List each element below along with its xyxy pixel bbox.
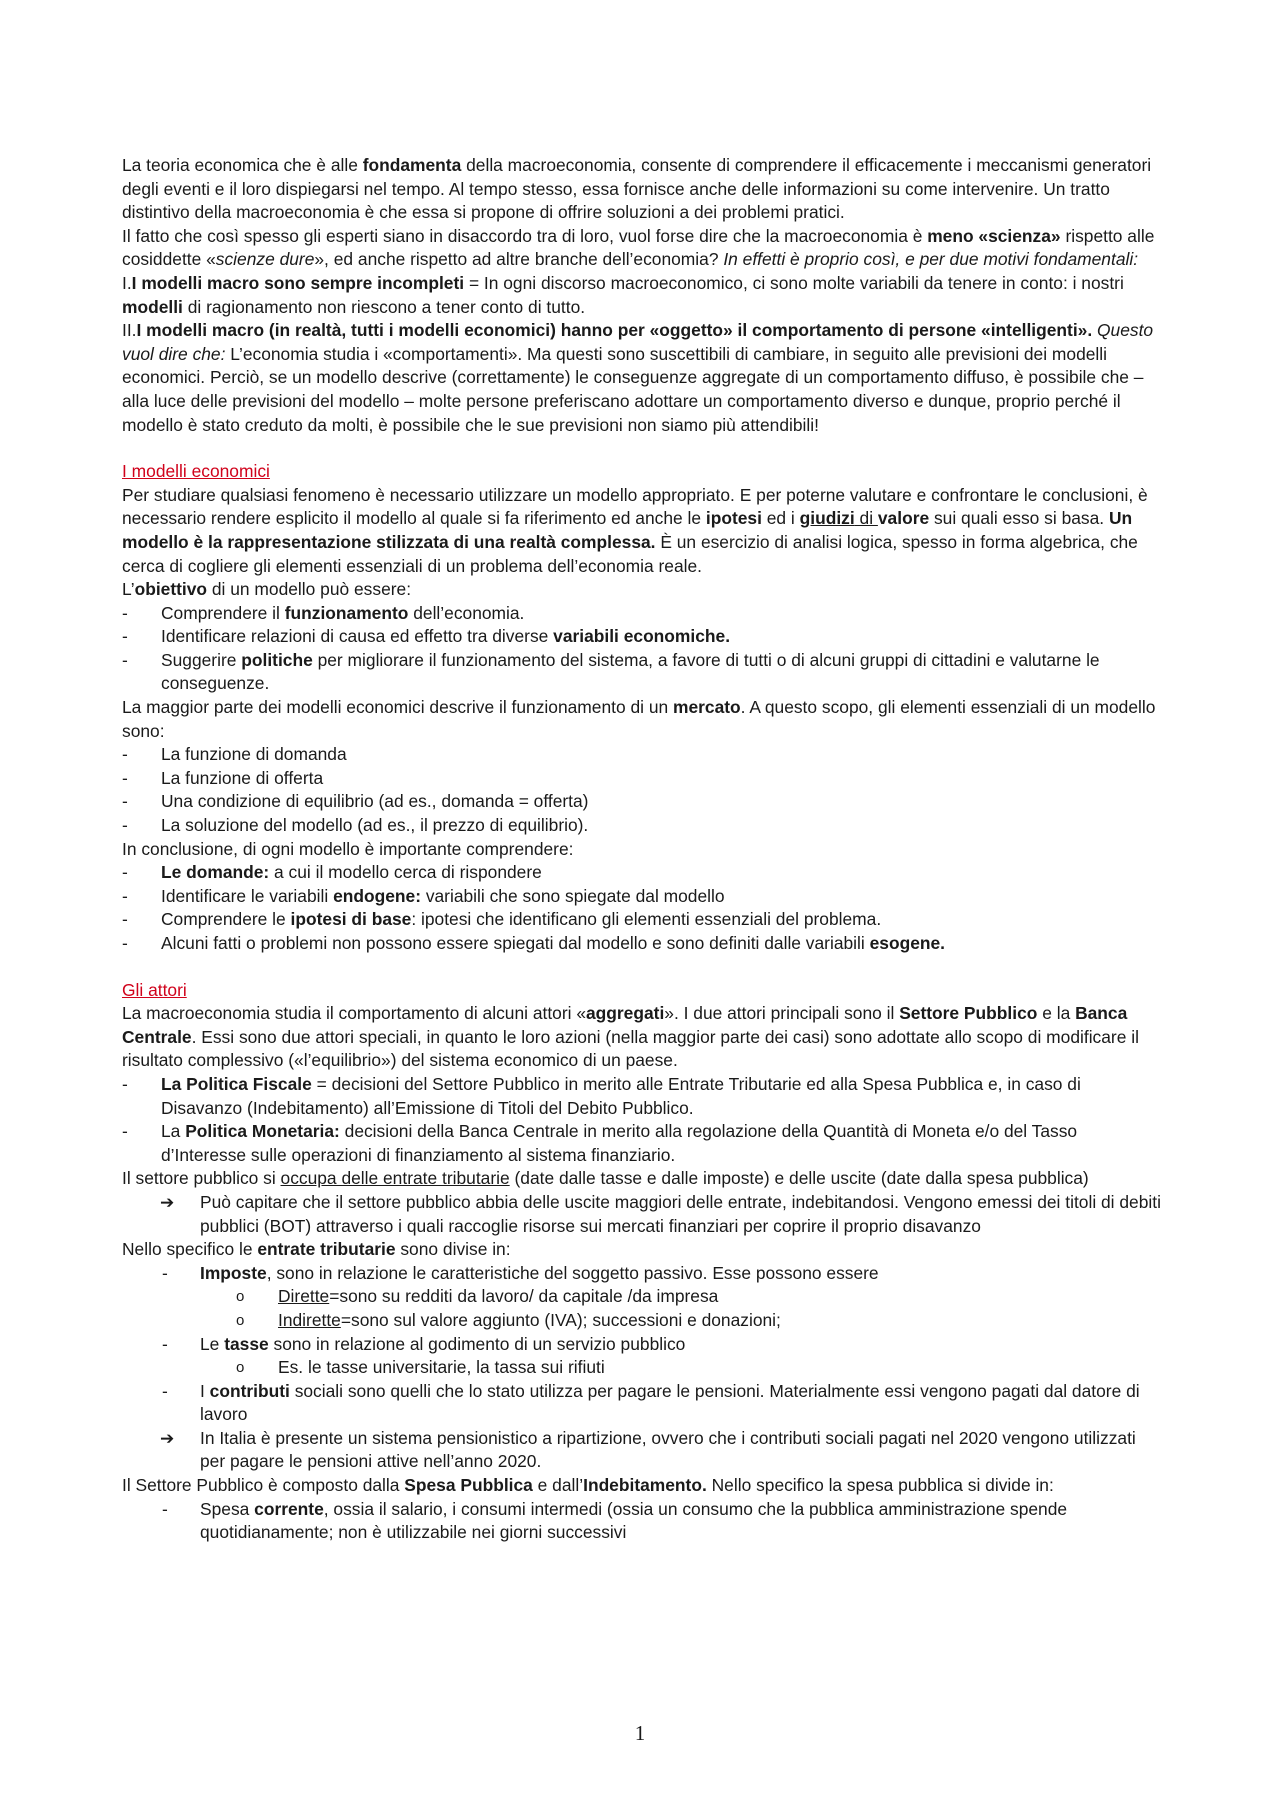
text-run: dell’economia. bbox=[408, 602, 525, 623]
sub-list-item bbox=[122, 1309, 1162, 1333]
dash-list-item bbox=[122, 767, 1162, 791]
text-run: politiche bbox=[241, 649, 313, 670]
list-marker: - bbox=[122, 862, 128, 883]
list-marker: o bbox=[236, 1288, 245, 1306]
dash-list-item bbox=[122, 885, 1162, 909]
roman-list-item bbox=[122, 319, 1162, 437]
text-run: Identificare le variabili bbox=[161, 885, 334, 906]
text-run: . Essi sono due attori speciali, in quanto le loro azioni (nella maggior parte dei casi) sono adottate allo scopo di modificare il risultato complessivo («l’equilibrio») del sistema economico di un paese. bbox=[122, 1026, 1139, 1071]
text-run: Indebitamento. bbox=[583, 1475, 707, 1496]
text-run: (date dalle tasse e dalle imposte) e delle uscite (date dalla spesa pubblica) bbox=[509, 1168, 1089, 1189]
text-run: ipotesi di base bbox=[290, 909, 412, 930]
text-run: Comprendere il bbox=[161, 602, 285, 623]
dash-list-item bbox=[122, 1073, 1162, 1120]
text-run: In Italia è presente un sistema pensionistico a ripartizione, ovvero che i contributi sociali pagati nel 2020 vengono utilizzati per pagare le pensioni attive nell’anno 2020. bbox=[200, 1427, 1136, 1472]
text-run: Le bbox=[200, 1333, 225, 1354]
paragraph bbox=[122, 1238, 1162, 1262]
text-run: =sono sul valore aggiunto (IVA); successioni e donazioni; bbox=[340, 1309, 781, 1330]
paragraph bbox=[122, 154, 1162, 225]
indented-list-item bbox=[122, 1333, 1162, 1357]
dash-list-item bbox=[122, 625, 1162, 649]
text-run: sono divise in: bbox=[395, 1239, 511, 1260]
text-run: Il fatto che così spesso gli esperti siano in disaccordo tra di loro, vuol forse dire che la macroeconomia è bbox=[122, 225, 928, 246]
text-run: corrente bbox=[254, 1498, 324, 1519]
list-marker: II. bbox=[122, 320, 137, 341]
text-run: I modelli macro (in realtà, tutti i modelli economici) hanno per «oggetto» il comportamento di persone «intelligenti». bbox=[136, 320, 1093, 341]
text-run: sono in relazione al godimento di un servizio pubblico bbox=[268, 1333, 686, 1354]
text-run: Settore Pubblico bbox=[899, 1003, 1038, 1024]
sub-list-item bbox=[122, 1356, 1162, 1380]
list-marker: - bbox=[162, 1380, 168, 1401]
text-run: Nello specifico la spesa pubblica si divide in: bbox=[706, 1475, 1054, 1496]
arrow-icon: ➔ bbox=[160, 1428, 175, 1448]
text-run: entrate tributarie bbox=[257, 1239, 396, 1260]
text-run: Indirette bbox=[278, 1309, 341, 1330]
paragraph bbox=[122, 696, 1162, 743]
text-run: Il settore pubblico si bbox=[122, 1168, 281, 1189]
list-marker: - bbox=[162, 1498, 168, 1519]
section-spacer bbox=[122, 956, 1162, 979]
text-run: obiettivo bbox=[134, 579, 208, 600]
text-run: Suggerire bbox=[161, 649, 242, 670]
text-run: per migliorare il funzionamento del sistema, a favore di tutti o di alcuni gruppi di cittadini e valutarne le conseguenze. bbox=[161, 649, 1100, 694]
paragraph bbox=[122, 1474, 1162, 1498]
list-marker: - bbox=[122, 885, 128, 906]
text-run: Spesa Pubblica bbox=[404, 1475, 533, 1496]
text-run: È un esercizio di analisi logica, spesso in forma algebrica, che cerca di cogliere gli elementi essenziali di un problema dell’economia reale. bbox=[122, 531, 1138, 576]
dash-list-item bbox=[122, 814, 1162, 838]
list-marker: - bbox=[122, 626, 128, 647]
text-run: variabili che sono spiegate dal modello bbox=[420, 885, 725, 906]
text-run: Una condizione di equilibrio (ad es., domanda = offerta) bbox=[161, 791, 589, 812]
text-run: La macroeconomia studia il comportamento di alcuni attori « bbox=[122, 1003, 586, 1024]
dash-list-item bbox=[122, 861, 1162, 885]
text-run: tasse bbox=[224, 1333, 269, 1354]
paragraph bbox=[122, 1002, 1162, 1073]
text-run: Banca Centrale bbox=[122, 1003, 1128, 1047]
text-run: La funzione di offerta bbox=[161, 767, 324, 788]
paragraph bbox=[122, 225, 1162, 272]
indented-list-item bbox=[122, 1380, 1162, 1427]
text-run: giudizi bbox=[799, 508, 855, 529]
list-marker: - bbox=[122, 602, 128, 623]
text-run: Identificare relazioni di causa ed effetto tra diverse bbox=[161, 626, 554, 647]
text-run: , ossia il salario, i consumi intermedi (ossia un consumo che la pubblica amministrazione spende quotidianamente; non è utilizzabile nei giorni successivi bbox=[200, 1498, 1068, 1543]
text-run: ed i bbox=[761, 508, 800, 529]
text-run: sociali sono quelli che lo stato utilizza per pagare le pensioni. Materialmente essi vengono pagati dal datore di lavoro bbox=[200, 1380, 1140, 1425]
text-run: I modelli macro sono sempre incompleti bbox=[131, 272, 465, 293]
text-run: Le domande: bbox=[161, 862, 270, 883]
paragraph bbox=[122, 578, 1162, 602]
paragraph bbox=[122, 484, 1162, 578]
list-marker: - bbox=[122, 744, 128, 765]
section-heading: I modelli economici bbox=[122, 461, 270, 482]
list-marker: o bbox=[236, 1311, 245, 1329]
text-run: Per studiare qualsiasi fenomeno è necessario utilizzare un modello appropriato. E per poterne valutare e confrontare le conclusioni, è necessario rendere esplicito il modello al quale si fa riferimento ed anche le bbox=[122, 484, 1148, 529]
paragraph bbox=[122, 1167, 1162, 1191]
text-run: Es. le tasse universitarie, la tassa sui rifiuti bbox=[278, 1357, 605, 1378]
text-run: ». I due attori principali sono il bbox=[664, 1003, 900, 1024]
text-run: sui quali esso si basa. bbox=[929, 508, 1109, 529]
page-number: 1 bbox=[634, 1721, 646, 1745]
text-run: Può capitare che il settore pubblico abbia delle uscite maggiori delle entrate, indebitandosi. Vengono emessi dei titoli di debiti pubblici (BOT) attraverso i quali raccoglie risorse sui mercati finanziari per coprire il proprio disavanzo bbox=[200, 1191, 1161, 1236]
text-run: Questo vuol dire che: bbox=[122, 320, 1154, 364]
text-run: Comprendere le bbox=[161, 909, 291, 930]
text-run: », ed anche rispetto ad altre branche dell’economia? bbox=[314, 249, 724, 270]
text-run: , sono in relazione le caratteristiche del soggetto passivo. Esse possono essere bbox=[266, 1262, 879, 1283]
text-run: occupa delle entrate tributarie bbox=[280, 1168, 510, 1189]
text-run: di ragionamento non riescono a tener conto di tutto. bbox=[182, 296, 586, 317]
text-run: Un modello è la rappresentazione stilizzata di una realtà complessa. bbox=[122, 508, 1133, 552]
dash-list-item bbox=[122, 602, 1162, 626]
text-run: aggregati bbox=[586, 1003, 665, 1024]
arrow-note bbox=[122, 1427, 1162, 1474]
text-run: La teoria economica che è alle bbox=[122, 155, 363, 175]
indented-list-item bbox=[122, 1498, 1162, 1545]
list-marker: - bbox=[122, 767, 128, 788]
text-run: valore bbox=[877, 508, 930, 529]
dash-list-item bbox=[122, 908, 1162, 932]
text-run: variabili economiche. bbox=[553, 626, 731, 647]
text-run: =sono su redditi da lavoro/ da capitale /da impresa bbox=[329, 1286, 719, 1307]
text-run: fondamenta bbox=[362, 155, 462, 175]
text-run: Imposte bbox=[200, 1262, 267, 1283]
text-run: di bbox=[854, 508, 878, 529]
section-heading: Gli attori bbox=[122, 979, 187, 1000]
list-marker: o bbox=[236, 1359, 245, 1377]
text-run: mercato bbox=[673, 697, 741, 718]
text-run: = decisioni del Settore Pubblico in merito alle Entrate Tributarie ed alla Spesa Pubblica e, in caso di Disavanzo (Indebitamento) all’Emissione di Titoli del Debito Pubblico. bbox=[161, 1073, 1081, 1118]
text-run: e la bbox=[1037, 1003, 1076, 1024]
text-run: e dall’ bbox=[532, 1475, 584, 1496]
section-spacer bbox=[122, 437, 1162, 460]
text-run: esogene. bbox=[869, 933, 945, 953]
list-marker: - bbox=[162, 1262, 168, 1283]
roman-list-item bbox=[122, 272, 1162, 319]
list-marker: - bbox=[162, 1333, 168, 1354]
text-run: di un modello può essere: bbox=[207, 579, 412, 600]
text-run: Il Settore Pubblico è composto dalla bbox=[122, 1475, 405, 1496]
text-run: = In ogni discorso macroeconomico, ci sono molte variabili da tenere in conto: i nostri bbox=[464, 272, 1124, 293]
text-run: La maggior parte dei modelli economici descrive il funzionamento di un bbox=[122, 697, 673, 718]
text-run: Nello specifico le bbox=[122, 1239, 258, 1260]
text-run: rispetto alle cosiddette « bbox=[122, 225, 1155, 270]
dash-list-item bbox=[122, 790, 1162, 814]
text-run: : ipotesi che identificano gli elementi essenziali del problema. bbox=[411, 909, 882, 930]
arrow-note bbox=[122, 1191, 1162, 1238]
text-run: Spesa bbox=[200, 1498, 255, 1519]
text-run: endogene: bbox=[333, 885, 421, 906]
dash-list-item bbox=[122, 932, 1162, 956]
list-marker: I. bbox=[122, 272, 132, 293]
text-run: Politica Monetaria: bbox=[185, 1121, 340, 1142]
list-marker: - bbox=[122, 909, 128, 930]
list-marker: - bbox=[122, 791, 128, 812]
list-marker: - bbox=[122, 649, 128, 670]
indented-list-item bbox=[122, 1262, 1162, 1286]
text-run: La bbox=[161, 1121, 186, 1142]
text-run: In effetti è proprio così, e per due motivi fondamentali: bbox=[723, 249, 1139, 270]
text-run: della macroeconomia, consente di comprendere il efficacemente i meccanismi generatori degli eventi e il loro dispiegarsi nel tempo. Al tempo stesso, essa fornisce anche delle informazioni su come intervenire. Un tratto distintivo della macroeconomia è che essa si propone di offrire soluzioni a dei problemi pratici. bbox=[122, 155, 1152, 223]
dash-list-item bbox=[122, 1120, 1162, 1167]
text-run: Alcuni fatti o problemi non possono essere spiegati dal modello e sono definiti dalle variabili bbox=[161, 933, 870, 953]
text-run: La Politica Fiscale bbox=[161, 1073, 312, 1094]
list-marker: - bbox=[122, 1073, 128, 1094]
text-run: meno «scienza» bbox=[927, 225, 1061, 246]
text-run: L’economia studia i «comportamenti». Ma questi sono suscettibili di cambiare, in seguito alle previsioni dei modelli economici. Perciò, se un modello descrive (correttamente) le conseguenze aggregate di un comportamento diffuso, è possibile che – alla luce delle previsioni del modello – molte persone preferiscano adottare un comportamento diverso e dunque, proprio perché il modello è stato creduto da molti, è possibile che le sue previsioni non siamo più attendibili! bbox=[122, 343, 1144, 435]
text-run: L’ bbox=[122, 579, 135, 600]
dash-list-item bbox=[122, 743, 1162, 767]
text-run: funzionamento bbox=[284, 602, 409, 623]
sub-list-item bbox=[122, 1285, 1162, 1309]
text-run: contributi bbox=[209, 1380, 290, 1401]
arrow-icon: ➔ bbox=[160, 1192, 175, 1212]
text-run: scienze dure bbox=[215, 249, 315, 270]
paragraph bbox=[122, 838, 1162, 862]
document-body bbox=[122, 154, 1162, 1545]
dash-list-item bbox=[122, 649, 1162, 696]
text-run: I bbox=[200, 1380, 210, 1401]
text-run: La funzione di domanda bbox=[161, 744, 347, 765]
text-run: a cui il modello cerca di rispondere bbox=[269, 862, 542, 883]
text-run: La soluzione del modello (ad es., il prezzo di equilibrio). bbox=[161, 815, 589, 836]
text-run: ipotesi bbox=[705, 508, 762, 529]
text-run: modelli bbox=[122, 296, 183, 317]
text-run: decisioni della Banca Centrale in merito alla regolazione della Quantità di Moneta e/o del Tasso d’Interesse sulle operazioni di finanziamento al sistema finanziario. bbox=[161, 1121, 1078, 1165]
text-run: In conclusione, di ogni modello è importante comprendere: bbox=[122, 838, 574, 859]
list-marker: - bbox=[122, 1121, 128, 1142]
list-marker: - bbox=[122, 815, 128, 836]
text-run: . A questo scopo, gli elementi essenziali di un modello sono: bbox=[122, 697, 1156, 741]
list-marker: - bbox=[122, 933, 128, 953]
text-run: Dirette bbox=[278, 1286, 330, 1307]
